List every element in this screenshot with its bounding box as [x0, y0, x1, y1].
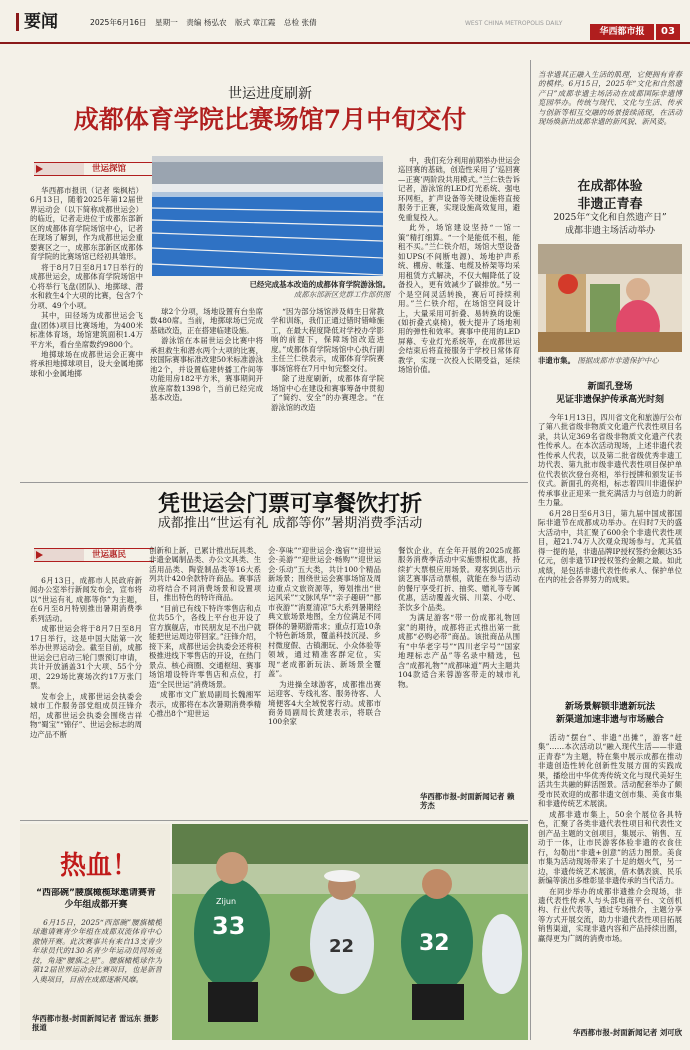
right-intro: 当非遗其正融入生活的肌理，它便拥有青春的模样。6月15日，2025年“文化和自然遗产日”成都非遗主场活动在成都国际非遗博览园举办。传统与现代、文化与生活、传承与创新等相互交融的场景接续涌现，在活动现场焕新出成都非遗的新风貌、新风姿。: [538, 70, 682, 127]
story2-column-2: [149, 546, 261, 814]
checker-credit: 总检 张倩: [283, 18, 317, 27]
story2-subheadline: 成都推出“世运有礼 成都等你”暑期消费季活动: [157, 516, 423, 531]
story1-kicker: 世运进度刷新: [228, 86, 312, 102]
story1-paragraph: 除了进度刷新，成都体育学院场馆中心在建设和赛事筹备中贯彻了“简约、安全”的办赛理念。“在游泳馆的改造: [271, 374, 384, 412]
story1-column-2b: [271, 307, 384, 479]
play-triangle-icon: [36, 551, 43, 559]
right-paragraph: 在同步举办的成都非遗推介会现场，非遗代表性传承人与头部电商平台、文创机构、行业代表等，通过专场推介，主题分享等方式开展交流，助力非遗代表性项目拓展销售渠道，实现非遗内容和产品持续出圈，赢得更为广阔的消费市场。: [538, 886, 682, 943]
jersey-number: 33: [212, 912, 246, 940]
story3-byline: 华西都市报-封面新闻记者 雷远东 摄影报道: [32, 1014, 159, 1033]
story2-paragraph: 为进操全球游客，成都推出赛运迎客、专线礼客、服务待客、人境便客4大全域悦客行动。成都市商务局副局长黄建表示，将联合100余家: [268, 679, 381, 727]
story2-byline: 华西都市报-封面新闻记者 赖芳杰: [420, 792, 515, 811]
story1-paragraph: 此外，场馆建设坚持“一馆一策”精打细算。“一个是能低不租，能租不买。”兰仁铁介绍，场馆大型设备如UPS(不间断电源)、场地护声系统、棚房、帐篷、电缆及桥架等均采用租赁方式解决，不仅大幅降低了设备投入，更有效减少了碳排放。”另一个是空间灵活转换，赛后可持续利用。”兰仁铁介绍，在场馆空间设计上，大量采用可折叠、易转换的设施(如折叠式桌椅)，极大提升了场地利用的弹性和效率。赛事中使用的LED屏幕、专业灯光系统等，在成都世运会结束后将直接服务于学校日常体育教学，实现一次投入长期受益，延续场馆价值。: [398, 223, 520, 375]
story1-column-1: [30, 186, 143, 478]
right-subhead-2: 新场景解锁非遗新玩法: [564, 702, 655, 712]
designer-credit: 版式 章江霞: [235, 18, 276, 27]
story2-column-4: [398, 546, 520, 782]
right-subhead-1: 新面孔登场: [587, 382, 633, 392]
jersey-brand: Zijun: [216, 897, 237, 906]
right-byline: 华西都市报-封面新闻记者 刘可欣: [572, 1028, 682, 1037]
header-meta: [90, 18, 323, 28]
story1-paragraph: “因为部分场馆涉及师生日常教学和训练，我们正通过错时错峰施工，在最大程度降低对学校办学影响的前提下，保障场馆改造进度。”成都体育学院场馆中心执行副主任兰仁铁表示，成都体育学院赛事场馆将在7月中旬完整交付。: [271, 307, 384, 373]
football-photo: [172, 824, 528, 1040]
story2-paragraph: “目前已有线下特许零售店和点位共55个，各线上平台也开设了官方旗舰店，市民朋友足不出户就能把世运周边带回家。”汪锋介绍，接下来，成都世运会执委会还将积极推进线下零售店的开设，在热门景点、核心商圈、交通枢纽、赛事场馆增设特许零售店和点位，打造“全民世运”消费场景。: [149, 603, 261, 689]
right-paragraph: 今年1月13日，四川省文化和旅游厅公布了第八批省级非物质文化遗产代表性项目名录，共认定369名省级非物质文化遗产代表性传承人。在本次活动现场，上述非遗代表性传承人代表，以及第二批省级优秀非遗工坊代表、第九批市级非遗代表性项目保护单位代表依次登台亮相，举行授牌和颁发证书仪式。新面孔的亮相，标志着四川非遗保护传承事业正迎来一批充满活力与创造力的新生力量。: [538, 413, 682, 508]
page-number: 03: [656, 24, 680, 40]
right-subhead-1b: 见证非遗保护传承高光时刻: [555, 395, 664, 405]
story1-paragraph: 游泳馆在本届世运会比赛中将承担救生和潜水两个大项的比赛，按国际赛事标准改建50米标准游泳池2个，并设置临建转播工作间等功能用房182平方米，赛事期间开放座席数1398个，当前已经完成基本改造。: [150, 336, 263, 403]
paper-english-name: WEST CHINA METROPOLIS DAILY: [465, 20, 563, 27]
story2-section-tag: 世运惠民: [34, 548, 154, 562]
jersey-number: 32: [419, 931, 450, 956]
swimming-pool-photo: [152, 156, 383, 276]
story2-paragraph: 创新和上新，已累计推出玩具类、非遗金属制品类、办公文具类、生活用品类、陶瓷制品类等16大系列共计420余款特许商品。赛事活动将结合不同消费场景和设置项目，推出特色的特许商品。: [149, 546, 261, 603]
heritage-market-photo: [538, 244, 682, 352]
right-paragraph: 成都非遗市集上，50余个展位各具特色，汇聚了各类非遗代表性项目和代表性文创产品主题的文创项目，集展示、销售、互动于一体，让市民游客体验非遗的衣食住行，勾勒出“非遗+创意”的活力图景。美食市集为活动现场带来了十足的烟火气，另一边，非遗传统艺术展演，借木偶表演、民乐新编等演出多维彰显非遗传承的当代活力。: [538, 809, 682, 886]
story2-column-1: [30, 576, 142, 814]
right-subhead-2b: 新渠道加速非遗与市场融合: [555, 715, 664, 725]
story1-paragraph: 其中，田径场为成都世运会飞盘(团体)项目比赛场地，为400米标准体育场，场馆建筑面积1.4万平方米，看台坐席数约9800个。: [30, 311, 143, 349]
story-divider: [20, 482, 528, 483]
story1-paragraph: 中，我们充分利用前期举办世运会巡回赛的基础，创造性采用了‘巡回赛—正赛’两阶段共用模式。”兰仁铁告诉记者，游泳馆的LED灯光系统、强电环网柜，扩声设备等关键设施将直接服务于正赛，实现设施高效复用，避免重复投入。: [398, 156, 520, 222]
story1-headline: 成都体育学院比赛场馆7月中旬交付: [73, 105, 467, 134]
right-paragraph: 6月28日至6月3日，第九届中国成都国际非遗节在成都成功举办。在归时7天的盛大活动中，共汇聚了600余个非遗代表性项目，超21.74万人次观众现场参与。尤其值得一提的是，非遗品牌IP授权签约金额达35亿元，创非遗节IP授权签约金额之最。如此成绩，是包括非遗代表性传承人、保护单位在内的社会各界努力的成果。: [538, 508, 682, 584]
editor-credit: 责编 杨弘农: [186, 18, 227, 27]
story2-paragraph: 餐饮企业，在全年开展的2025成都服务消费季活动中实施票根优惠，持续扩大票根应用场景。观客到店出示演艺赛事活动票根，就能在参与活动的餐厅享受打折、抽奖、赠礼等专属优惠，活动覆盖火锅、川菜、小吃、茶饮多个品类。: [398, 546, 520, 612]
section-name: 要闻: [24, 12, 58, 32]
story3-kicker: 热血！: [60, 851, 139, 881]
masthead-logo: 华西都市报: [590, 24, 654, 40]
story2-column-3: [268, 546, 381, 814]
story3-headline: “西部碗”腰旗橄榄球邀请赛青少年组成都开赛: [36, 888, 156, 910]
story2-paragraph: 成都市文广旅局副局长魏湘军表示，成都将在本次暑期消费季精心推出8个“迎世运: [149, 690, 261, 718]
story1-paragraph: 球2个分项，场地设置有台坐席数480席。当前，地掷球场已完成基础改造，正在搭建临建设施。: [150, 307, 263, 335]
story1-section-tag: 世运探馆: [34, 162, 154, 176]
right-section-1: [538, 413, 682, 698]
story3-body: 6月15日，2025“西部碗”腰旗橄榄球邀请赛青少年组在成都双流体育中心激情开赛。此次赛事共有来自13支青少年球员代的130名青少年运动员同场竞技，角逐“腰旗之星”。腰旗橄榄球作为第12届世界运动会比赛项目，也是新晋入奥项目，目前在成都逐渐风靡。: [32, 918, 162, 984]
right-subheadline-1: 2025年“文化和自然遗产日”: [553, 213, 667, 223]
right-headline: 在成都体验 非遗正青春: [577, 179, 643, 212]
right-section-2: [538, 733, 682, 1024]
story1-paragraph: 华西都市报讯（记者 柴枫桔）6月13日，随着2025年第12届世界运动会（以下简称成都世运会）的临近，记者走进位于成都东部新区的成都体育学院场馆中心，记者在现场了解到，作为成都世运会重要赛区之一，成都东部新区成都体育学院的比赛场馆已经初具雏形。: [30, 186, 143, 262]
issue-weekday: 星期一: [155, 18, 178, 27]
play-triangle-icon: [36, 165, 43, 173]
right-paragraph: 活动“摆台”、非遗“出摊”，游客“赶集”……本次活动以“融入现代生活——非遗正青春”为主题，特在集中展示成都在推动非遗创造性转化创新性发展方面的实践成果，播绘出中华优秀传统文化与现代美好生活共生共融的鲜活图景。活动配套举办了颇受市民欢迎的成都非遗文创市集、美食市集和非遗传统艺术展演。: [538, 733, 682, 809]
page-header: [0, 0, 690, 44]
story1-paragraph: 地掷球场在成都世运会正赛中将承担地掷球项目，设大金属地掷球和小金属地掷: [30, 349, 143, 378]
story2-paragraph: 成都世运会将于8月7日至8月17日举行，这是中国大陆第一次举办世界运动会。截至目前，成都世运会已启动三轮门票预订申请，共计开放涵盖31个大项、55个分项、229场比赛场次约17万张门票。: [30, 624, 142, 691]
story-divider: [20, 820, 528, 821]
story2-paragraph: 为满足游客“带一份成都礼物回家”的期待，成都将正式推出第一批成都“必购必带”商品。该批商品从围有“中华老字号”“四川老字号”“国家地理标志产品”等名录中精选，包含“成都礼物”“成都味道”两大主题共104款适合来蓉游客带走的城市礼物。: [398, 613, 520, 689]
column-divider: [530, 60, 531, 1040]
right-photo-caption: 非遗市集。 图据成都市非遗保护中心: [538, 356, 659, 365]
story1-column-2a: [150, 307, 263, 479]
story2-paragraph: 发布会上，成都世运会执委会城市工作服务部党组成员汪锋介绍，成都世运会执委会围绕吉祥物“蜀宝”“锦仔”、世运会标志的周边产品不断: [30, 691, 142, 739]
story2-headline: 凭世运会门票可享餐饮打折: [157, 491, 422, 517]
jersey-number: 22: [329, 936, 355, 957]
story1-column-3: [398, 156, 520, 478]
story2-paragraph: 会·享味”“迎世运会·逸宿”“迎世运会·美游”“迎世运会·畅购”“迎世运会·乐动”五大类，共计100个精品新场景；围绕世运会赛事场馆及周边重点文旅资源等，筹划推出“世运风采”“文脉风华”“亲子趣研”“都市夜游”“消夏清凉”5大系列暑期经典文旅场景地图，全方位满足不同群体的暑期游需求；重点打造10条个特色新场景，覆盖科技沉浸、乡村微度假、古镇潮玩、小众体验等领域，通过精准客群定位，实现“老成都新玩法、新场景全覆盖”。: [268, 546, 381, 679]
story2-paragraph: 6月13日，成都市人民政府新闻办公室举行新闻发布会，宣布将以“世运有礼 成都等你”为主题，在6月至8月特别推出暑期消费季系列活动。: [30, 576, 142, 623]
story1-paragraph: 将于8月7日至8月17日举行的成都世运会，成都体育学院场馆中心将举行飞盘(团队)、地掷球、潜水和救生4个大项的比赛，包含7个分项、49个小项。: [30, 262, 143, 310]
issue-date: 2025年6月16日: [90, 18, 147, 27]
story1-photo-caption: 已经完成基本改造的成都体育学院游泳馆。 成都东部新区党群工作部供图: [249, 280, 390, 299]
right-subheadline-2: 成都非遗主场活动举办: [564, 226, 655, 236]
